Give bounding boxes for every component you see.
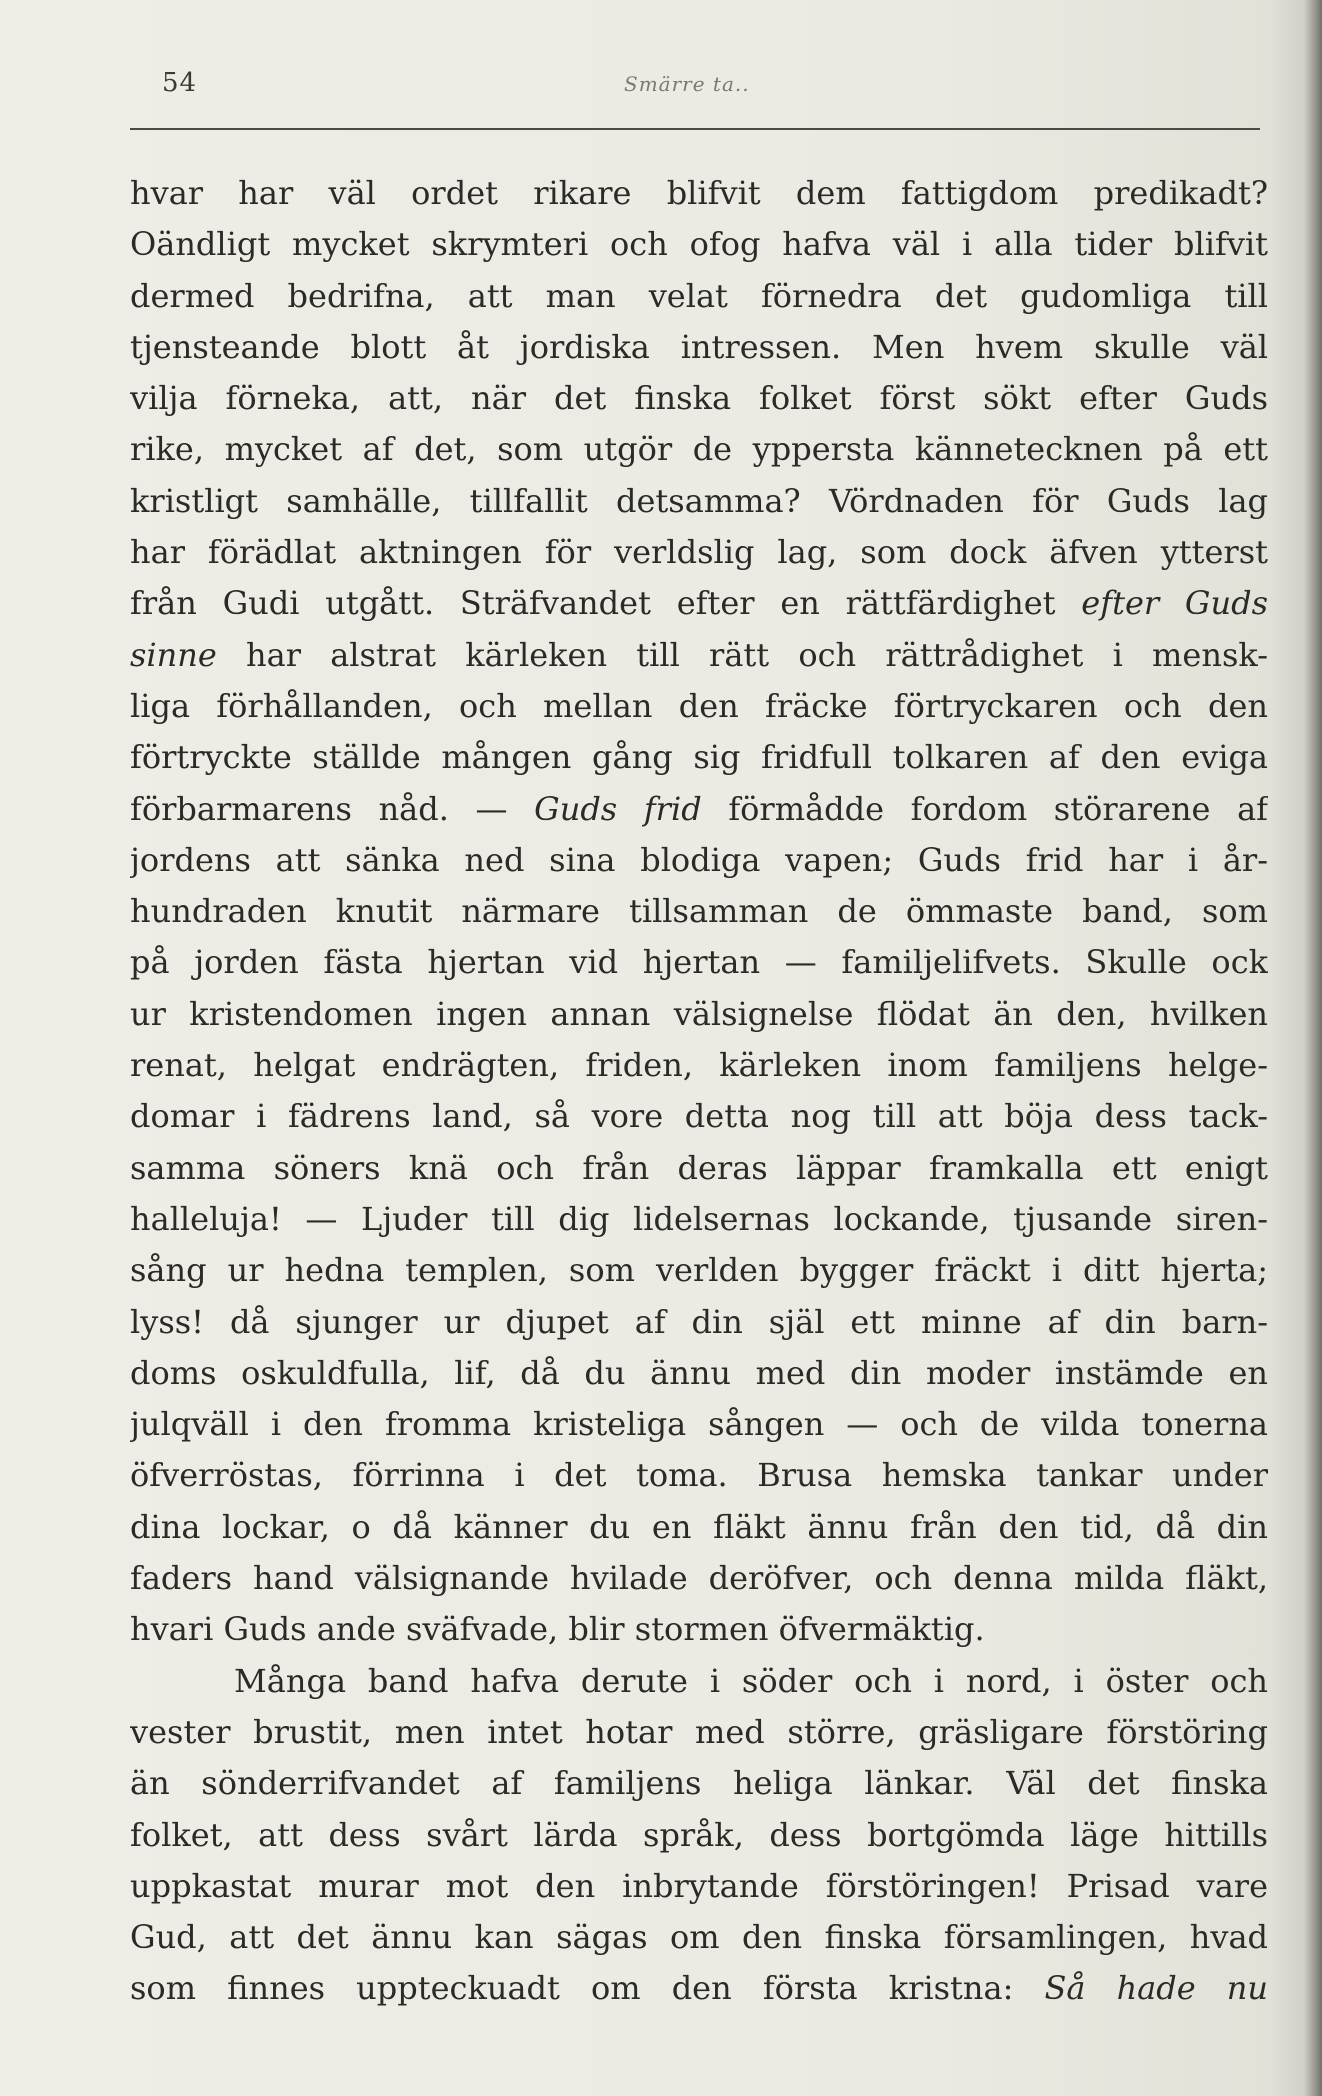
page-edge-shadow [1304, 0, 1322, 2096]
text-line: ur kristendomen ingen annan välsignelse flödat än den, hvilken [130, 994, 1268, 1033]
text-line: Många band hafva derute i söder och i nord, i öster och [234, 1661, 1268, 1700]
text-line: uppkastat murar mot den inbrytande förstöringen! Prisad vare [130, 1866, 1268, 1905]
text-line: hundraden knutit närmare tillsamman de ömmaste band, som [130, 892, 1268, 931]
text-line: tjensteande blott åt jordiska intressen. Men hvem skulle väl [130, 327, 1268, 366]
text-line: förbarmarens nåd. — Guds frid förmådde fordom störarene af [130, 789, 1268, 828]
text-line: vilja förneka, att, när det finska folket först sökt efter Guds [130, 379, 1268, 418]
text-line: än sönderrifvandet af familjens heliga länkar. Väl det finska [130, 1764, 1268, 1803]
text-line: liga förhållanden, och mellan den fräcke förtryckaren och den [130, 686, 1268, 725]
text-line: vester brustit, men intet hotar med större, gräsligare förstöring [130, 1712, 1268, 1751]
text-line: rike, mycket af det, som utgör de yppersta kännetecknen på ett [130, 430, 1268, 469]
text-line: Oändligt mycket skrymteri och ofog hafva väl i alla tider blifvit [130, 225, 1268, 264]
italic-phrase: efter Guds [1081, 584, 1268, 623]
page-header [158, 64, 1258, 104]
text-line: jordens att sänka ned sina blodiga vapen; Guds frid har i år- [130, 840, 1268, 879]
body-text [130, 168, 1268, 2015]
text-line: hvar har väl ordet rikare blifvit dem fattigdom predikadt? [130, 174, 1268, 212]
text-line: har förädlat aktningen för verldslig lag, som dock äfven ytterst [130, 533, 1268, 572]
running-head: Smärre ta.. [624, 72, 750, 96]
text-line: folket, att dess svårt lärda språk, dess bortgömda läge hittills [130, 1815, 1268, 1854]
header-rule [130, 128, 1260, 130]
text-line: domar i fädrens land, så vore detta nog till att böja dess tack- [130, 1097, 1268, 1136]
page-number: 54 [162, 68, 198, 98]
text-line: doms oskuldfulla, lif, då du ännu med din moder instämde en [130, 1353, 1268, 1392]
text-line: julqväll i den fromma kristeliga sången — och de vilda tonerna [130, 1405, 1268, 1444]
italic-phrase: sinne [130, 635, 217, 674]
text-line: halleluja! — Ljuder till dig lidelsernas lockande, tjusande siren- [130, 1199, 1268, 1238]
text-line: dermed bedrifna, att man velat förnedra det gudomliga till [130, 276, 1268, 315]
italic-phrase: Guds frid [534, 789, 702, 828]
text-line: hvari Guds ande sväfvade, blir stormen öfvermäktig. [130, 1610, 985, 1649]
text-line: sång ur hedna templen, som verlden bygger fräckt i ditt hjerta; [130, 1251, 1268, 1290]
text-line: samma söners knä och från deras läppar framkalla ett enigt [130, 1148, 1268, 1187]
text-line: förtryckte ställde mången gång sig fridfull tolkaren af den eviga [130, 738, 1268, 777]
text-line: dina lockar, o då känner du en fläkt ännu från den tid, då din [130, 1507, 1268, 1546]
text-line: som finnes uppteckuadt om den första kristna: Så hade nu [130, 1969, 1268, 2008]
text-line: lyss! då sjunger ur djupet af din själ ett minne af din barn- [130, 1302, 1268, 1341]
text-line: sinne har alstrat kärleken till rätt och rättrådighet i mensk- [130, 635, 1268, 674]
text-line: från Gudi utgått. Sträfvandet efter en rättfärdighet efter Guds [130, 584, 1268, 623]
italic-phrase: Så hade nu [1044, 1969, 1268, 2008]
text-line: renat, helgat endrägten, friden, kärleken inom familjens helge- [130, 1046, 1268, 1085]
text-line: faders hand välsignande hvilade deröfver, och denna milda fläkt, [130, 1559, 1268, 1598]
text-line: kristligt samhälle, tillfallit detsamma? Vördnaden för Guds lag [130, 481, 1268, 520]
text-line: Gud, att det ännu kan sägas om den finska församlingen, hvad [130, 1918, 1268, 1957]
text-line: öfverröstas, förrinna i det toma. Brusa hemska tankar under [130, 1456, 1268, 1495]
text-line: på jorden fästa hjertan vid hjertan — familjelifvets. Skulle ock [130, 943, 1268, 982]
